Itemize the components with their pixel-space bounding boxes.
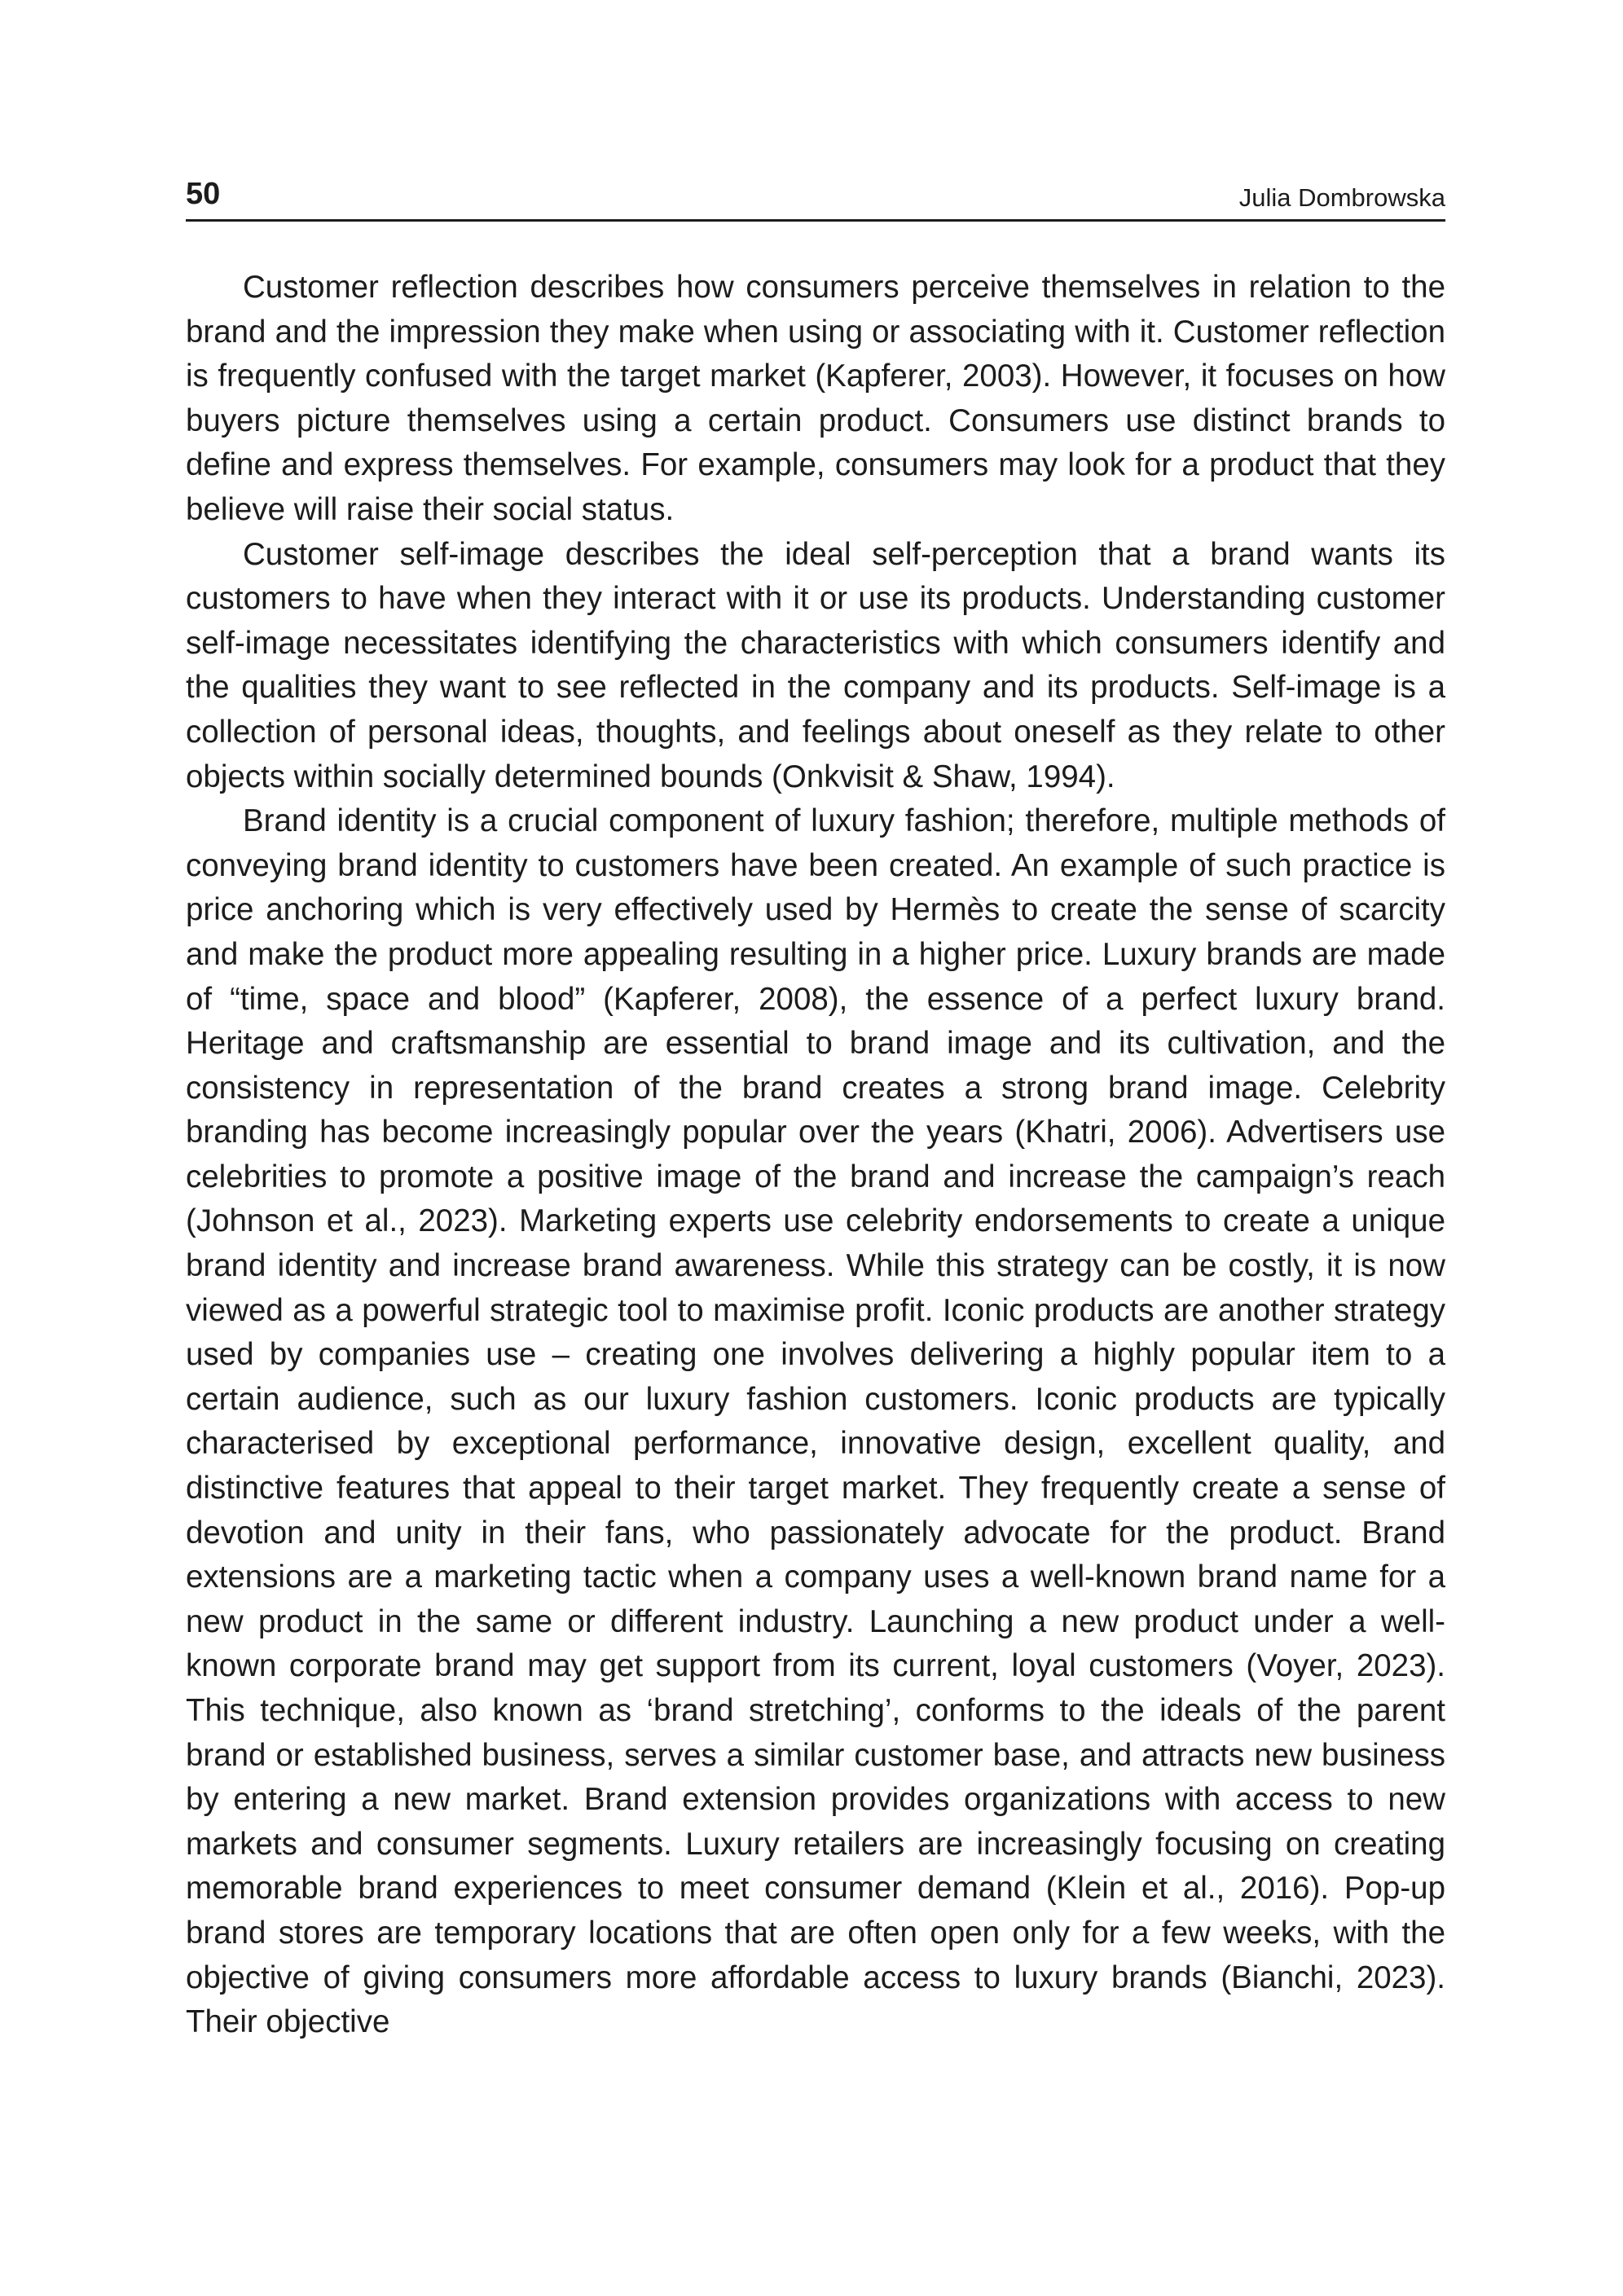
paragraph-customer-self-image: Customer self-image describes the ideal self-perception that a brand wants its customers to have when they interact with it or use its products. Understanding customer self-image necessitates identifying the characteristics with which consumers identify and the qualities they want to see reflected in the company and its products. Self-image is a collection of personal ideas, thoughts, and feelings about oneself as they relate to other objects within socially determined bounds (Onkvisit & Shaw, 1994). (186, 536, 1445, 794)
running-header (186, 173, 1445, 222)
paragraph-customer-reflection: Customer reflection describes how consumers perceive themselves in relation to the brand and the impression they make when using or associating with it. Customer reflection is frequently confused with the target market (Kapferer, 2003). However, it focuses on how buyers picture themselves using a certain product. Consumers use distinct brands to define and express themselves. For example, consumers may look for a product that they believe will raise their social status. (186, 270, 1445, 527)
running-author: Julia Dombrowska (1238, 183, 1445, 212)
page-number: 50 (186, 177, 221, 211)
paragraph-brand-identity: Brand identity is a crucial component of luxury fashion; therefore, multiple methods of conveying brand identity to customers have been created. An example of such practice is price anchoring which is very effectively used by Hermès to create the sense of scarcity and make the product more appealing resulting in a higher price. Luxury brands are made of “time, space and blood” (Kapferer, 2008), the essence of a perfect luxury brand. Heritage and craftsmanship are essential to brand image and its cultivation, and the consistency in representation of the brand creates a strong brand image. Celebrity branding has become increasingly popular over the years (Khatri, 2006). Advertisers use celebrities to promote a positive image of the brand and increase the campaign’s reach (Johnson et al., 2023). Marketing experts use celebrity endorsements to create a unique brand identity and increase brand awareness. While this strategy can be costly, it is now viewed as a powerful strategic tool to maximise profit. Iconic products are another strategy used by companies use – creating one involves delivering a highly popular item to a certain audience, such as our luxury fashion customers. Iconic products are typically characterised by exceptional performance, innovative design, excellent quality, and distinctive features that appeal to their target market. They frequently create a sense of devotion and unity in their fans, who passionately advocate for the product. Brand extensions are a marketing tactic when a company uses a well-known brand name for a new product in the same or different industry. Launching a new product under a well-known corporate brand may get support from its current, loyal customers (Voyer, 2023). This technique, also known as ‘brand stretching’, conforms to the ideals of the parent brand or established business, serves a similar customer base, and attracts new business by entering a new market. Brand extension provides organizations with access to new markets and consumer segments. Luxury retailers are increasingly focusing on creating memorable brand experiences to meet consumer demand (Klein et al., 2016). Pop-up brand stores are temporary locations that are often open only for a few weeks, with the objective of giving consumers more affordable access to luxury brands (Bianchi, 2023). Their objective (186, 803, 1445, 2040)
body-text (186, 266, 1445, 2045)
